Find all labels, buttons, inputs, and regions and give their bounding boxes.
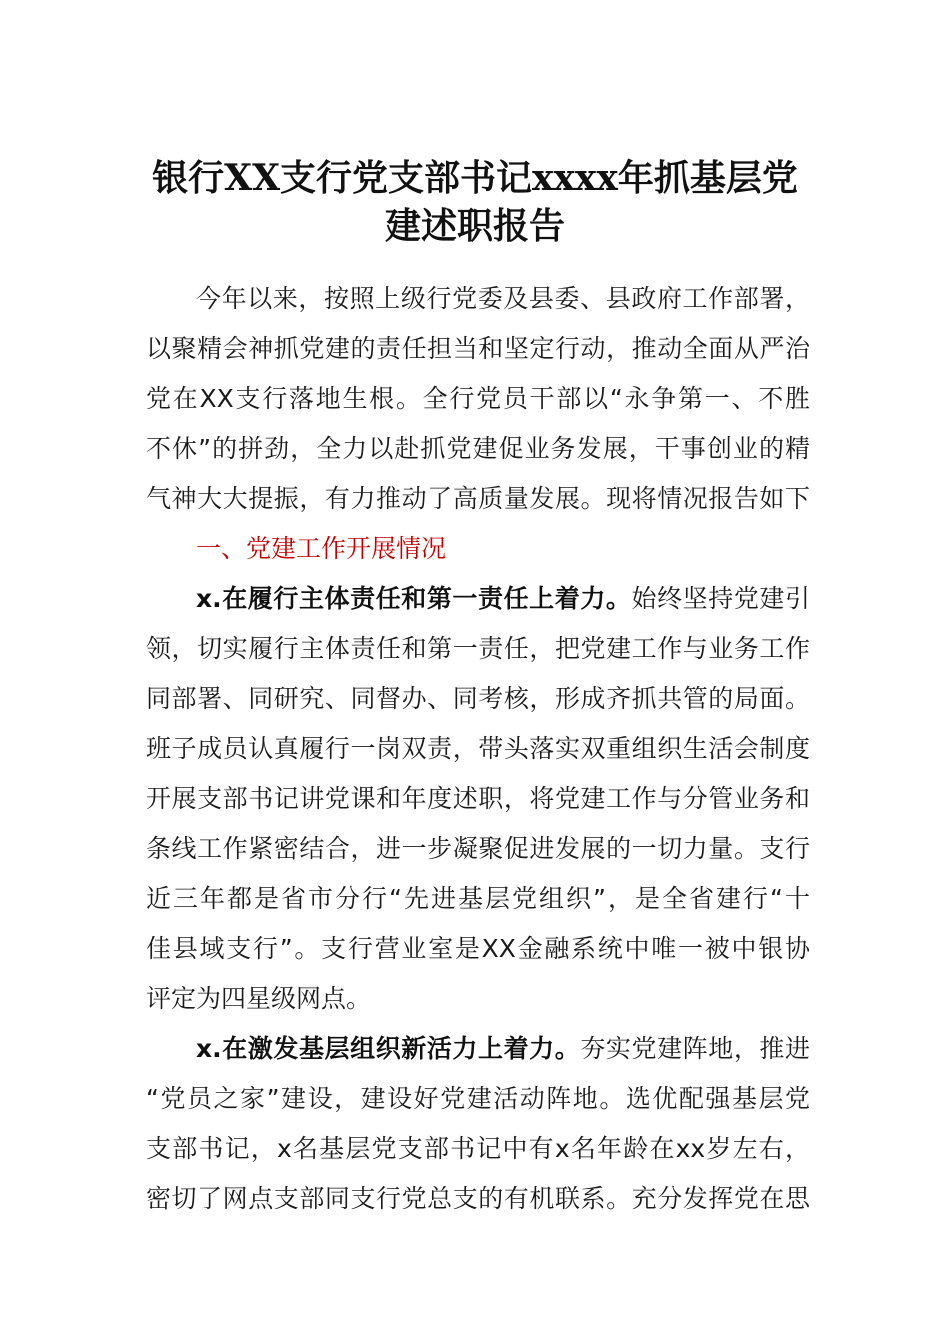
item-1-line: 佳县域支行”。支行营业室是XX金融系统中唯一被中银协: [146, 934, 810, 963]
item-2-line: “党员之家”建设，建设好党建活动阵地。选优配强基层党: [146, 1084, 810, 1113]
intro-line: 以聚精会神抓党建的责任担当和坚定行动，推动全面从严治: [146, 334, 810, 363]
item-1-line: 条线工作紧密结合，进一步凝聚促进发展的一切力量。支行: [146, 834, 810, 863]
item-2-line: 支部书记，x名基层党支部书记中有x名年龄在xx岁左右，: [146, 1134, 810, 1163]
item-2-lead-rest: 夯实党建阵地，推进: [580, 1034, 810, 1063]
item-1-lead-rest: 始终坚持党建引: [631, 584, 810, 613]
intro-line: 不休”的拼劲，全力以赴抓党建促业务发展，干事创业的精: [146, 434, 810, 463]
intro-line: 党在XX支行落地生根。全行党员干部以“永争第一、不胜: [146, 384, 810, 413]
item-1-line: 班子成员认真履行一岗双责，带头落实双重组织生活会制度: [146, 734, 810, 763]
item-1-line: 近三年都是省市分行“先进基层党组织”，是全省建行“十: [146, 884, 810, 913]
item-2-first-line: [196, 1032, 810, 1066]
item-1-line: 开展支部书记讲党课和年度述职，将党建工作与分管业务和: [146, 784, 810, 813]
intro-line: 今年以来，按照上级行党委及县委、县政府工作部署，: [196, 284, 810, 313]
document-title-line-2: 建述职报告: [384, 205, 565, 247]
item-1-line: 领，切实履行主体责任和第一责任，把党建工作与业务工作: [146, 634, 810, 663]
item-1-first-line: [196, 582, 810, 616]
item-2-line: 密切了网点支部同支行党总支的有机联系。充分发挥党在思: [146, 1184, 810, 1213]
item-1-line: 评定为四星级网点。: [146, 984, 372, 1013]
intro-line: 气神大大提振，有力推动了高质量发展。现将情况报告如下: [146, 484, 810, 513]
section-heading: 一、党建工作开展情况: [196, 534, 447, 563]
item-2-lead: x.在激发基层组织新活力上着力。: [196, 1034, 581, 1063]
item-1-line: 同部署、同研究、同督办、同考核，形成齐抓共管的局面。: [146, 684, 810, 713]
document-title-line-1: 银行XX支行党支部书记xxxx年抓基层党: [152, 157, 798, 199]
item-1-lead: x.在履行主体责任和第一责任上着力。: [196, 584, 632, 613]
